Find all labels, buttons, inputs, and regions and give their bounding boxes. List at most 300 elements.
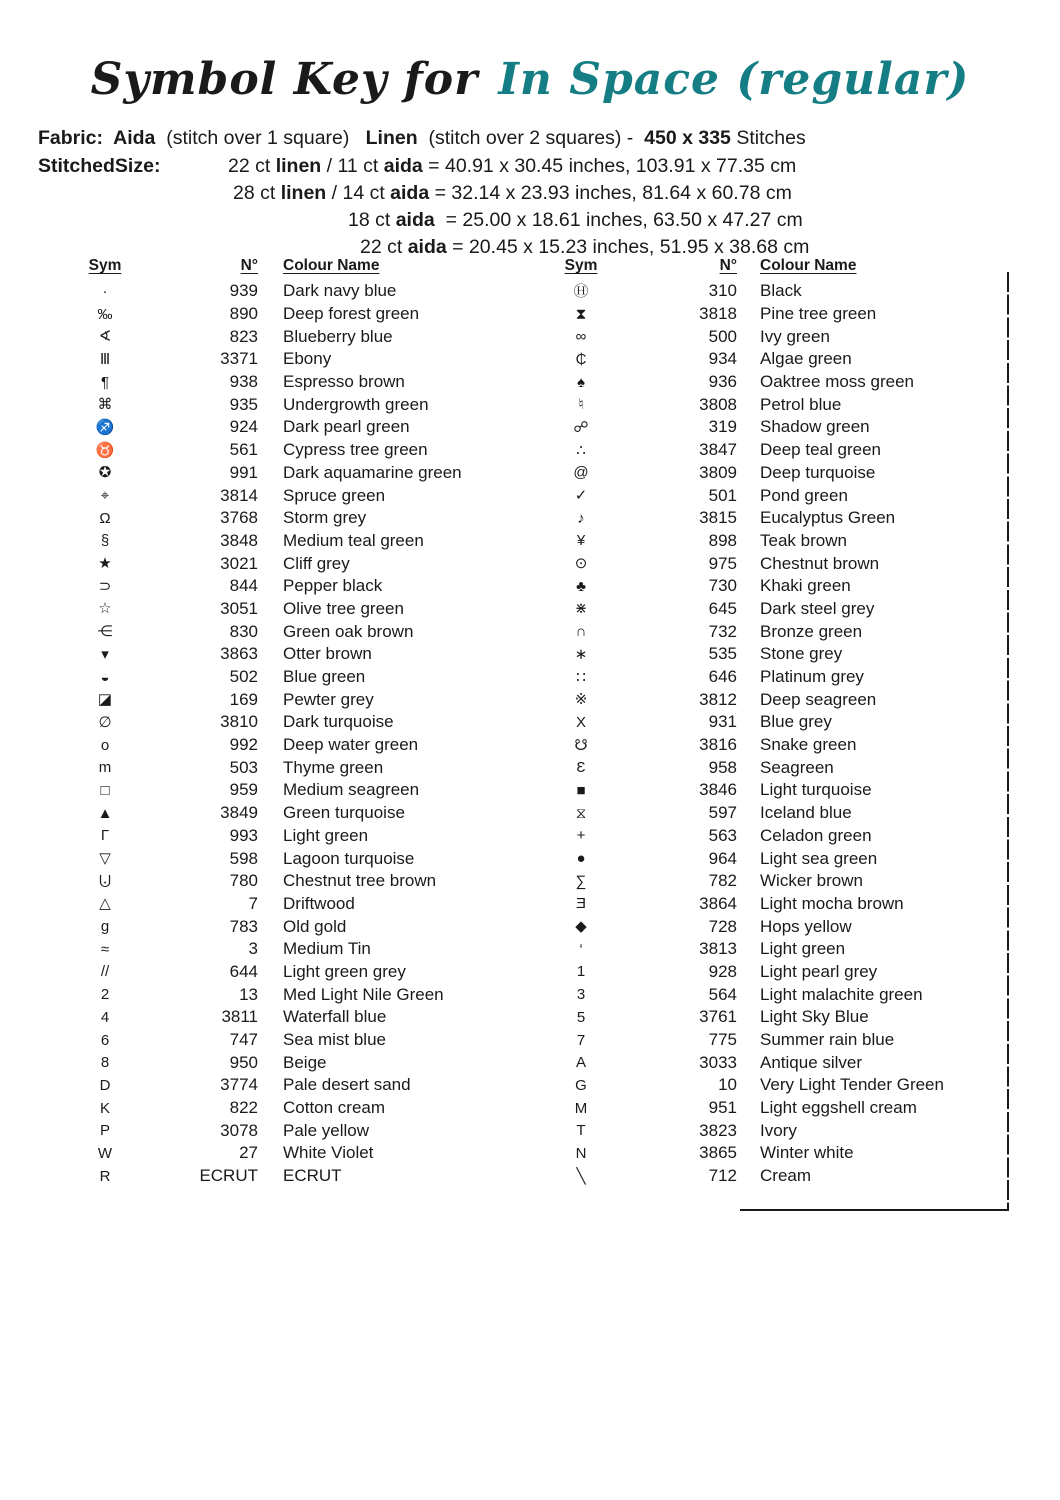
thread-number: 3033 <box>699 1052 737 1072</box>
key-row <box>60 961 515 984</box>
text-segment: aida <box>390 182 430 204</box>
key-row <box>60 847 515 870</box>
colour-name: White Violet <box>283 1143 374 1163</box>
symbol-glyph: ∅ <box>98 713 112 731</box>
colour-name: Very Light Tender Green <box>760 1075 944 1095</box>
symbol-glyph: ▾ <box>101 645 109 663</box>
colour-name: Med Light Nile Green <box>283 984 444 1004</box>
symbol-glyph: X <box>575 713 586 731</box>
symbol-glyph: ‘ <box>579 940 583 958</box>
header-no-right: N° <box>719 257 737 274</box>
thread-number: 3371 <box>220 349 258 369</box>
key-row <box>60 915 515 938</box>
text-segment: = 20.45 x 15.23 inches, 51.95 x 38.68 cm <box>446 236 810 258</box>
symbol-glyph: ⨃ <box>98 872 112 890</box>
colour-name: Lagoon turquoise <box>283 848 415 868</box>
key-row <box>60 893 515 916</box>
key-row <box>536 893 1001 916</box>
key-row <box>60 1142 515 1165</box>
symbol-glyph: ¥ <box>576 532 586 550</box>
key-row <box>60 620 515 643</box>
text-segment: (stitch over 2 squares) - <box>417 127 645 149</box>
key-row <box>536 802 1001 825</box>
thread-number: 7 <box>248 893 258 913</box>
text-segment: linen <box>280 182 327 204</box>
thread-number: 3815 <box>699 508 737 528</box>
symbol-glyph: Γ <box>100 827 110 845</box>
thread-number: 3811 <box>221 1007 258 1027</box>
colour-name: Chestnut brown <box>760 553 880 573</box>
symbol-glyph: A <box>575 1054 586 1072</box>
symbol-glyph: o <box>100 736 110 754</box>
colour-name: Deep forest green <box>283 304 420 324</box>
key-row <box>536 598 1001 621</box>
colour-name: Medium teal green <box>283 530 424 550</box>
symbol-glyph: ♪ <box>577 509 585 527</box>
colour-name: Deep turquoise <box>760 462 876 482</box>
key-row <box>536 870 1001 893</box>
thread-number: 3847 <box>699 440 737 460</box>
table-right-border <box>1007 272 1009 1210</box>
colour-name: Winter white <box>760 1143 854 1163</box>
key-row <box>60 756 515 779</box>
colour-name: Light turquoise <box>760 780 872 800</box>
colour-name: Green oak brown <box>283 621 414 641</box>
key-row <box>60 779 515 802</box>
stitched-size-line-3 <box>348 209 803 232</box>
symbol-glyph: + <box>576 827 586 845</box>
thread-number: 730 <box>708 576 737 596</box>
key-row <box>60 734 515 757</box>
colour-name: Beige <box>283 1052 327 1072</box>
symbol-glyph: ¶ <box>100 373 110 391</box>
symbol-glyph: ♠ <box>577 373 585 391</box>
thread-number: 3814 <box>220 485 258 505</box>
thread-number: 3761 <box>699 1007 737 1027</box>
thread-number: 928 <box>708 961 737 981</box>
symbol-glyph: · <box>102 282 108 300</box>
thread-number: 503 <box>229 757 258 777</box>
colour-name: Iceland blue <box>760 803 852 823</box>
key-row <box>60 507 515 530</box>
symbol-glyph: Ǝ <box>575 895 586 913</box>
text-segment: = 25.00 x 18.61 inches, 63.50 x 47.27 cm <box>434 209 803 231</box>
text-segment: 22 ct <box>228 155 276 177</box>
colour-name: Pale desert sand <box>283 1075 411 1095</box>
symbol-glyph: W <box>97 1144 113 1162</box>
page-title <box>0 56 1060 104</box>
thread-number: 938 <box>229 372 258 392</box>
key-row <box>536 1119 1001 1142</box>
colour-name: Ivory <box>760 1120 797 1140</box>
symbol-glyph: ∩ <box>575 623 587 641</box>
thread-number: 780 <box>229 871 258 891</box>
text-segment: = 40.91 x 30.45 inches, 103.91 x 77.35 cm <box>422 155 797 177</box>
key-row <box>536 393 1001 416</box>
thread-number: 959 <box>229 780 258 800</box>
symbol-glyph: Ⅲ <box>99 350 111 368</box>
symbol-glyph: Ɛ <box>576 759 586 777</box>
symbol-glyph: N <box>575 1144 587 1162</box>
key-row <box>536 1074 1001 1097</box>
key-row <box>536 961 1001 984</box>
colour-name: Shadow green <box>760 417 870 437</box>
thread-number: 597 <box>708 803 737 823</box>
key-row <box>60 983 515 1006</box>
thread-number: 934 <box>708 349 737 369</box>
colour-name: Deep water green <box>283 735 419 755</box>
colour-name: Petrol blue <box>760 394 842 414</box>
colour-name: Black <box>760 281 802 301</box>
key-row <box>60 711 515 734</box>
colour-name: Platinum grey <box>760 667 864 687</box>
thread-number: 27 <box>239 1143 258 1163</box>
symbol-glyph: □ <box>100 781 110 799</box>
thread-number: 783 <box>229 916 258 936</box>
key-row <box>536 938 1001 961</box>
header-name-right: Colour Name <box>760 257 857 274</box>
key-row <box>536 552 1001 575</box>
symbol-glyph: ◆ <box>575 918 587 936</box>
thread-number: 822 <box>229 1098 258 1118</box>
header-name-left: Colour Name <box>283 257 380 274</box>
symbol-glyph: ⊙ <box>574 555 588 573</box>
key-row <box>536 530 1001 553</box>
key-column-right <box>536 280 1001 1188</box>
key-row <box>60 1119 515 1142</box>
thread-number: 169 <box>229 689 258 709</box>
symbol-glyph: ☆ <box>98 600 112 618</box>
key-row <box>60 530 515 553</box>
symbol-glyph: ◪ <box>97 691 113 709</box>
thread-number: 3846 <box>699 780 737 800</box>
symbol-glyph: ■ <box>576 781 586 799</box>
thread-number: 3816 <box>699 735 737 755</box>
colour-name: Celadon green <box>760 825 872 845</box>
thread-number: 747 <box>229 1030 258 1050</box>
thread-number: 992 <box>229 735 258 755</box>
colour-name: Chestnut tree brown <box>283 871 437 891</box>
key-row <box>536 439 1001 462</box>
text-segment: Aida <box>113 127 156 149</box>
symbol-glyph: ⧖ <box>575 804 587 822</box>
thread-number: 3849 <box>220 803 258 823</box>
colour-name: Dark pearl green <box>283 417 410 437</box>
symbol-glyph: ⌘ <box>97 396 113 414</box>
symbol-glyph: ‰ <box>97 305 113 323</box>
colour-name: Eucalyptus Green <box>760 508 896 528</box>
text-segment: / 14 ct <box>326 182 391 204</box>
colour-name: Cream <box>760 1166 812 1186</box>
thread-number: 993 <box>229 825 258 845</box>
thread-number: 924 <box>229 417 258 437</box>
key-row <box>60 575 515 598</box>
symbol-glyph: ※ <box>574 691 588 709</box>
colour-name: Cliff grey <box>283 553 350 573</box>
colour-name: Bronze green <box>760 621 863 641</box>
symbol-glyph: ✪ <box>98 464 112 482</box>
symbol-glyph: 6 <box>100 1031 110 1049</box>
key-row <box>60 598 515 621</box>
key-row <box>536 325 1001 348</box>
colour-name: Ivy green <box>760 326 830 346</box>
symbol-glyph: ⧗ <box>575 305 587 323</box>
colour-name: Otter brown <box>283 644 372 664</box>
key-row <box>60 348 515 371</box>
thread-number: 564 <box>708 984 737 1004</box>
thread-number: 898 <box>708 530 737 550</box>
header-sym-left: Sym <box>88 257 122 274</box>
colour-name: Green turquoise <box>283 803 405 823</box>
key-row <box>536 280 1001 303</box>
thread-number: 3808 <box>699 394 737 414</box>
symbol-glyph: @ <box>573 464 589 482</box>
text-segment: = 32.14 x 23.93 inches, 81.64 x 60.78 cm <box>429 182 792 204</box>
colour-name: Olive tree green <box>283 598 404 618</box>
thread-number: 3812 <box>699 689 737 709</box>
colour-name: Waterfall blue <box>283 1007 387 1027</box>
header-sym-right: Sym <box>564 257 598 274</box>
text-segment: 22 ct <box>360 236 408 258</box>
key-row <box>60 484 515 507</box>
colour-name: Spruce green <box>283 485 386 505</box>
symbol-glyph: ♮ <box>578 396 584 414</box>
symbol-glyph: G <box>575 1076 587 1094</box>
key-row <box>60 688 515 711</box>
symbol-glyph: g <box>100 918 110 936</box>
thread-number: 3813 <box>699 939 737 959</box>
symbol-glyph: K <box>99 1099 110 1117</box>
title-script-text: Symbol Key for <box>90 54 479 105</box>
symbol-glyph: Ω <box>99 509 111 527</box>
text-segment: 18 ct <box>348 209 396 231</box>
symbol-glyph: T <box>576 1122 586 1140</box>
thread-number: 13 <box>239 984 258 1004</box>
colour-name: Light malachite green <box>760 984 923 1004</box>
colour-name: Light green grey <box>283 961 406 981</box>
thread-number: 3818 <box>699 304 737 324</box>
symbol-glyph: ● <box>576 850 586 868</box>
thread-number: 958 <box>708 757 737 777</box>
symbol-glyph: ⋇ <box>574 600 588 618</box>
colour-name: Blueberry blue <box>283 326 393 346</box>
symbol-glyph: ∷ <box>576 668 586 686</box>
colour-name: Light pearl grey <box>760 961 878 981</box>
symbol-glyph: P <box>99 1122 110 1140</box>
thread-number: 646 <box>708 667 737 687</box>
thread-number: 3 <box>248 939 258 959</box>
key-row <box>536 666 1001 689</box>
symbol-glyph: ∑ <box>575 872 587 890</box>
key-row <box>536 779 1001 802</box>
colour-name: Ebony <box>283 349 332 369</box>
key-row <box>536 688 1001 711</box>
symbol-glyph: ₵ <box>575 350 587 368</box>
thread-number: 939 <box>229 281 258 301</box>
thread-number: 950 <box>229 1052 258 1072</box>
symbol-glyph: 5 <box>576 1008 586 1026</box>
colour-name: Pond green <box>760 485 848 505</box>
key-row <box>60 1006 515 1029</box>
colour-name: Medium Tin <box>283 939 371 959</box>
thread-number: 310 <box>708 281 737 301</box>
colour-name: Seagreen <box>760 757 834 777</box>
key-row <box>536 1006 1001 1029</box>
colour-name: Blue green <box>283 667 366 687</box>
key-row <box>60 393 515 416</box>
thread-number: 3865 <box>699 1143 737 1163</box>
key-row <box>536 915 1001 938</box>
symbol-glyph: Ⓗ <box>573 282 589 300</box>
thread-number: 732 <box>708 621 737 641</box>
key-row <box>60 1165 515 1188</box>
key-row <box>60 280 515 303</box>
thread-number: 951 <box>708 1098 737 1118</box>
colour-name: Pine tree green <box>760 304 877 324</box>
stitched-size-line-2 <box>233 182 792 205</box>
colour-name: Light mocha brown <box>760 893 904 913</box>
symbol-glyph: 4 <box>100 1008 110 1026</box>
key-row <box>60 802 515 825</box>
thread-number: 712 <box>708 1166 737 1186</box>
symbol-glyph: ╲ <box>576 1167 586 1185</box>
colour-name: Light sea green <box>760 848 878 868</box>
symbol-glyph: ♉ <box>95 441 115 459</box>
symbol-glyph: ▽ <box>99 850 111 868</box>
key-row <box>536 1097 1001 1120</box>
symbol-glyph: M <box>574 1099 588 1117</box>
symbol-glyph: ∞ <box>575 328 587 346</box>
symbol-glyph: 7 <box>576 1031 586 1049</box>
thread-number: 890 <box>229 304 258 324</box>
thread-number: 10 <box>718 1075 737 1095</box>
thread-number: 3810 <box>220 712 258 732</box>
thread-number: 830 <box>229 621 258 641</box>
thread-number: 3848 <box>220 530 258 550</box>
symbol-glyph: ★ <box>98 555 112 573</box>
symbol-glyph: ∢ <box>98 328 112 346</box>
text-segment: 450 x 335 <box>644 127 731 149</box>
symbol-glyph: ∗ <box>574 645 588 663</box>
colour-name: Pewter grey <box>283 689 374 709</box>
colour-name: Old gold <box>283 916 347 936</box>
key-row <box>60 325 515 348</box>
thread-number: 3863 <box>220 644 258 664</box>
symbol-glyph: 2 <box>100 986 110 1004</box>
thread-number: ECRUT <box>199 1166 258 1186</box>
text-segment: 28 ct <box>233 182 281 204</box>
colour-name: Pale yellow <box>283 1120 369 1140</box>
symbol-glyph: ∴ <box>576 441 586 459</box>
colour-name: Summer rain blue <box>760 1030 895 1050</box>
thread-number: 501 <box>708 485 737 505</box>
text-segment: (stitch over 1 square) <box>155 127 366 149</box>
symbol-glyph: D <box>99 1076 111 1094</box>
thread-number: 502 <box>229 667 258 687</box>
key-row <box>60 870 515 893</box>
colour-name: Medium seagreen <box>283 780 420 800</box>
symbol-glyph: ◒ <box>100 668 110 686</box>
thread-number: 935 <box>229 394 258 414</box>
colour-name: Sea mist blue <box>283 1030 386 1050</box>
symbol-glyph: ☋ <box>574 736 588 754</box>
thread-number: 3021 <box>220 553 258 573</box>
fabric-line <box>38 127 806 150</box>
colour-name: Deep seagreen <box>760 689 877 709</box>
text-segment: aida <box>395 209 435 231</box>
key-row <box>536 711 1001 734</box>
colour-name: Light green <box>760 939 846 959</box>
thread-number: 936 <box>708 372 737 392</box>
table-bottom-border <box>740 1209 1009 1211</box>
colour-name: ECRUT <box>283 1166 342 1186</box>
colour-name: Driftwood <box>283 893 355 913</box>
symbol-glyph: m <box>98 759 112 777</box>
key-row <box>536 507 1001 530</box>
key-row <box>60 666 515 689</box>
title-pattern-name: In Space (regular) <box>498 54 970 105</box>
stitched-size-line-4 <box>360 236 809 259</box>
colour-name: Light green <box>283 825 369 845</box>
thread-number: 782 <box>708 871 737 891</box>
text-segment: Fabric: <box>38 127 114 149</box>
colour-name: Storm grey <box>283 508 367 528</box>
key-row <box>536 734 1001 757</box>
thread-number: 3768 <box>220 508 258 528</box>
stitched-size-line-1 <box>228 155 796 178</box>
key-row <box>60 552 515 575</box>
key-row <box>536 825 1001 848</box>
symbol-glyph: // <box>100 963 110 981</box>
key-row <box>60 1029 515 1052</box>
key-column-left <box>60 280 515 1188</box>
colour-name: Dark aquamarine green <box>283 462 462 482</box>
key-row <box>60 462 515 485</box>
colour-name: Stone grey <box>760 644 843 664</box>
key-row <box>60 416 515 439</box>
thread-number: 3078 <box>220 1120 258 1140</box>
key-row <box>60 303 515 326</box>
colour-name: Cypress tree green <box>283 440 428 460</box>
key-row <box>536 371 1001 394</box>
key-row <box>536 416 1001 439</box>
thread-number: 975 <box>708 553 737 573</box>
colour-name: Wicker brown <box>760 871 863 891</box>
colour-name: Dark steel grey <box>760 598 875 618</box>
key-row <box>60 1051 515 1074</box>
text-segment: Stitches <box>730 127 806 149</box>
colour-name: Algae green <box>760 349 852 369</box>
colour-name: Undergrowth green <box>283 394 429 414</box>
thread-number: 563 <box>708 825 737 845</box>
colour-name: Light eggshell cream <box>760 1098 917 1118</box>
key-row <box>536 484 1001 507</box>
thread-number: 561 <box>229 440 258 460</box>
key-row <box>60 643 515 666</box>
key-row <box>60 371 515 394</box>
thread-number: 3823 <box>699 1120 737 1140</box>
symbol-glyph: △ <box>99 895 111 913</box>
colour-name: Khaki green <box>760 576 851 596</box>
symbol-glyph: 1 <box>576 963 586 981</box>
colour-name: Teak brown <box>760 530 847 550</box>
colour-name: Dark navy blue <box>283 281 397 301</box>
colour-name: Pepper black <box>283 576 383 596</box>
key-row <box>536 620 1001 643</box>
colour-name: Hops yellow <box>760 916 852 936</box>
key-row <box>60 825 515 848</box>
thread-number: 844 <box>229 576 258 596</box>
